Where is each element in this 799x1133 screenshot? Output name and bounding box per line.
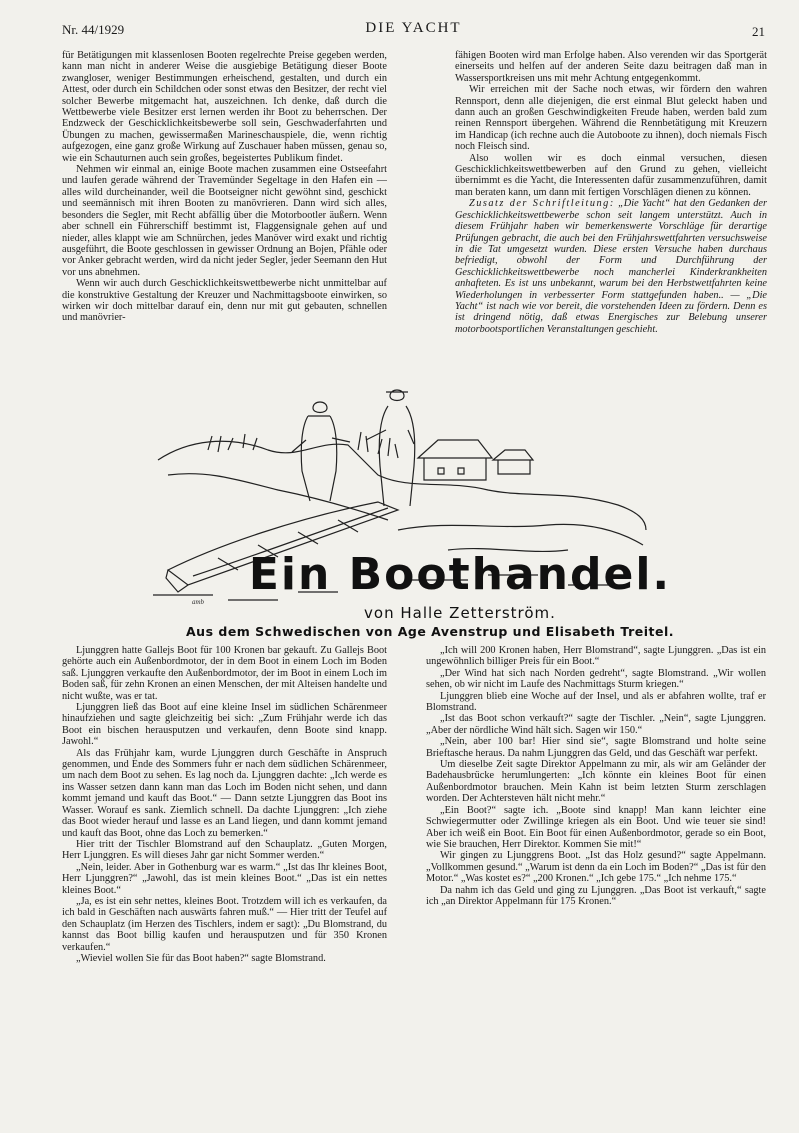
paragraph: „Wieviel wollen Sie für das Boot haben?“ sagte Blomstrand. xyxy=(76,952,326,964)
paragraph: „Ein Boot?“ sagte ich. „Boote sind knapp! Man kann leichter eine Schwiegermutter oder Zwillinge kriegen als ein Boot. Und wie teuer sie sind! Aber ich weiß ein Boot. Ein Boot für einen Außenbordmotor, gerade so ein Boot, wie Sie brauchen, Herr Direktor. Kommen Sie mit!“ xyxy=(426,804,766,850)
paragraph: Ljunggren blieb eine Woche auf der Insel, und als er abfahren wollte, traf er Blomstrand. xyxy=(426,690,766,714)
paragraph: für Betätigungen mit klassenlosen Booten regelrechte Preise gegeben werden, kann man nicht in anderer Weise die ausgiebige Betätigung dieser Boote zwangloser, weniger Bestimmungen erheischend, gestalten, und durch ein Attest, oder durch ein Schildchen oder sonst etwas den Besitzer, der recht viel solcher Bewerbe mitgemacht hat, auszeichnen. Ich denke, daß durch die Wettbewerbe viele Besitzer erst lernen werden ihr Boot zu beherrschen. Der Endzweck der Geschicklichkeitsbewerbe soll sein, Geschwaderfahrten und Übungen zu machen, gewissermaßen Marineschauspiele, die, wenn richtig aufgezogen, eine ganz große Wirkung auf Zuschauer haben müssen, genau so, wie ein Schauturnen auch sein großes, begeistertes Publikum findet. xyxy=(62,50,387,164)
paragraph: „Nein, leider. Aber in Gothenburg war es warm.“ „Ist das Ihr kleines Boot, Herr Ljunggren?“ „Jawohl, das ist mein kleines Boot.“ „Das ist ein nettes kleines Boot.“ xyxy=(62,861,387,896)
story-author: von Halle Zetterström. xyxy=(364,604,556,622)
editor-note xyxy=(455,198,767,335)
story-translators: Aus dem Schwedischen von Age Avenstrup und Elisabeth Treitel. xyxy=(186,624,674,639)
paragraph: Da nahm ich das Geld und ging zu Ljunggren. „Das Boot ist verkauft,“ sagte ich „an Direktor Appelmann für 175 Kronen.“ xyxy=(426,884,766,907)
page-number: 21 xyxy=(752,24,765,39)
page-header xyxy=(62,22,765,44)
story-title: Ein Boothandel. xyxy=(248,549,672,600)
story-column-1 xyxy=(62,645,387,1037)
paragraph: „Nein, aber 100 bar! Hier sind sie“, sagte Blomstrand und holte seine Brieftasche heraus. Da nahm Ljunggren das Geld, und das Geschäft war perfekt. xyxy=(426,736,766,759)
paragraph: Wenn wir auch durch Geschicklichkeitswettbewerbe nicht unmittelbar auf die konstruktive Gestaltung der Kreuzer und Nachmittagsboote einwirken, so wirken wir doch mittelbar darauf ein, denn nur mit gut gebauten, schnellen und manövrier- xyxy=(62,278,387,324)
paragraph: Um dieselbe Zeit sagte Direktor Appelmann zu mir, als wir am Geländer der Badehausbrücke herumlungerten: „Ich könnte ein kleines Boot für einen Außenbordmotor brauchen. Mein Kahn ist beim letzten Sturm zerschlagen worden. Der Achtersteven hält nicht mehr.“ xyxy=(426,759,766,805)
article-column-2 xyxy=(455,50,767,382)
paragraph: „Der Wind hat sich nach Norden gedreht“, sagte Blomstrand. „Wir wollen sehen, ob wir nicht im Laufe des Nachmittags Sturm kriegen.“ xyxy=(426,667,766,691)
editor-note-label: Zusatz der Schriftleitung: xyxy=(469,198,615,210)
paragraph: „Ich will 200 Kronen haben, Herr Blomstrand“, sagte Ljunggren. „Das ist ein ungewöhnlich billiger Preis für ein Boot.“ xyxy=(426,645,766,668)
paragraph: Wir gingen zu Ljunggrens Boot. „Ist das Holz gesund?“ sagte Appelmann. „Vollkommen gesund.“ „Warum ist denn da ein Loch im Boden?“ „Das ist für den Motor.“ „Was kostet es?“ „200 Kronen.“ „Ich gebe 175.“ „Ich nehme 175.“ xyxy=(426,850,766,885)
illustrator-signature: amb xyxy=(192,598,205,606)
paragraph: Also wollen wir es doch einmal versuchen, diesen Geschicklichkeitswettbewerben auf den Grund zu gehen, vielleicht übernimmt es die Yacht, die Interessenten dafür zusammenzuführen, damit man beraten kann, um dann mit fertigen Vorschlägen dienen zu können. xyxy=(455,152,767,198)
paragraph: Hier tritt der Tischler Blomstrand auf den Schauplatz. „Guten Morgen, Herr Ljunggren. Es will dieses Jahr gar nicht Sommer werden.“ xyxy=(62,838,387,862)
paragraph: Ljunggren ließ das Boot auf eine kleine Insel im südlichen Schärenmeer hinaufziehen und sagte gleichzeitig bei sich: „Zum Frühjahr werde ich das Boot ein bischen herausputzen und verkaufen, denn Boote sind knapp. Jawohl.“ xyxy=(62,702,387,748)
paragraph: Wir erreichen mit der Sache noch etwas, wir fördern den wahren Rennsport, denn alle diejenigen, die erst einmal Blut geleckt haben und dann auch an großen Geschwindigkeiten Freude haben, werden bald zum reinen Rennsport übergehen. Während die Rennbetätigung mit Kreuzern im Handicap (ich rechne auch die Autoboote zu ihnen), doch niemals Fisch noch Fleisch sind. xyxy=(455,84,767,153)
paragraph: „Ist das Boot schon verkauft?“ sagte der Tischler. „Nein“, sagte Ljunggren. „Aber der nördliche Wind hält sich. Sagen wir 150.“ xyxy=(426,713,766,736)
issue-number: Nr. 44/1929 xyxy=(62,22,125,37)
paragraph: Nehmen wir einmal an, einige Boote machen zusammen eine Ostseefahrt und laufen gerade während der Travemünder Segeltage in den Hafen ein — alles wild durcheinander, weil die Bootseigner nicht gewöhnt sind, geschickt und seemännisch mit ihren Booten zu manövrieren. Dann wird sich alles, besonders die Segler, mit Recht abfällig über die Motorbootler äußern. Wenn aber schnell ein Führerschiff bestimmt ist, Flaggensignale gehen auf und nieder, alles klappt wie am Schnürchen, jedes Manöver wird exakt und richtig ausgeführt, die Boote geschlossen in gewisser Ordnung an Bojen, Pfähle oder vor Anker gebracht werden, wird da nicht jeder Segler, jeder Seemann den Hut vor uns abnehmen. xyxy=(62,164,387,278)
magazine-title: DIE YACHT xyxy=(365,20,462,36)
story-column-2 xyxy=(426,645,766,1037)
editor-note-text: „Die Yacht“ hat den Gedanken der Geschicklichkeitswettbewerbe schon seit langem unterstützt. Auch in diesem Frühjahr haben wir bemerkenswerte Vorschläge für derartige Prüfungen gebracht, die auch bei den Frühjahrswettfahrten versuchsweise in die Tat umgesetzt wurden. Diese ersten Versuche haben durchaus befriedigt, obwohl der Form und Durchführung der Geschicklichkeitswettbewerbe noch mancherlei Kinderkrankheiten anhafteten. Es ist uns unbekannt, warum bei den Herbstwettfahrten keine Wiederholungen in verbesserter Form stattgefunden haben.. — „Die Yacht“ ist nach wie vor bereit, die vorstehenden Ideen zu fördern. Denn es ist dringend nötig, daß etwas Energisches zur Belebung unserer motorbootsportlichen Veranstaltungen geschieht. xyxy=(455,198,767,335)
paragraph: Als das Frühjahr kam, wurde Ljunggren durch Geschäfte in Anspruch genommen, und Ende des Sommers fuhr er nach dem südlichen Schärenmeer, um nach dem Boot zu sehen. Es lag noch da. Ljunggren dachte: „Ich werde es ins Wasser setzen dann kann man das Loch im Boden nicht sehen, und dann kommt jemand und kauft das Boot.“ — Dann setzte Ljunggren das Boot ins Wasser. Worauf es sank. Ziemlich schnell. Da dachte Ljunggren: „Ich ziehe das Boot wieder herauf und lasse es an Land liegen, und dann kommt jemand und kauft das Boot, ohne das Loch zu bemerken.“ xyxy=(62,747,387,839)
paragraph: „Ja, es ist ein sehr nettes, kleines Boot. Trotzdem will ich es verkaufen, da ich bald in Geschäften nach auswärts fahren muß.“ — Hier tritt der Teufel auf den Schauplatz (im Herzen des Tischlers, indem er sagt): „Du Blomstrand, du kannst das Boot billig kaufen und herausputzen und für 350 Kronen verkaufen.“ xyxy=(62,895,387,953)
article-column-1 xyxy=(62,50,387,370)
paragraph: Ljunggren hatte Gallejs Boot für 100 Kronen bar gekauft. Zu Gallejs Boot gehörte auch ein Außenbordmotor, der in dem Boot in einem Loch im Boden saß. Ljunggren verkaufte den Außenbordmotor, der im Boot in einem Loch im Boden saß, für zehn Kronen an einen Menschen, der mit Alteisen handelte und nicht wußte, was er tat. xyxy=(62,645,387,702)
paragraph: fähigen Booten wird man Erfolge haben. Also verenden wir das Sportgerät einerseits und helfen auf der anderen Seite dazu beitragen daß man in Wassersportkreisen uns mit mehr Achtung entgegenkommt. xyxy=(455,50,767,84)
